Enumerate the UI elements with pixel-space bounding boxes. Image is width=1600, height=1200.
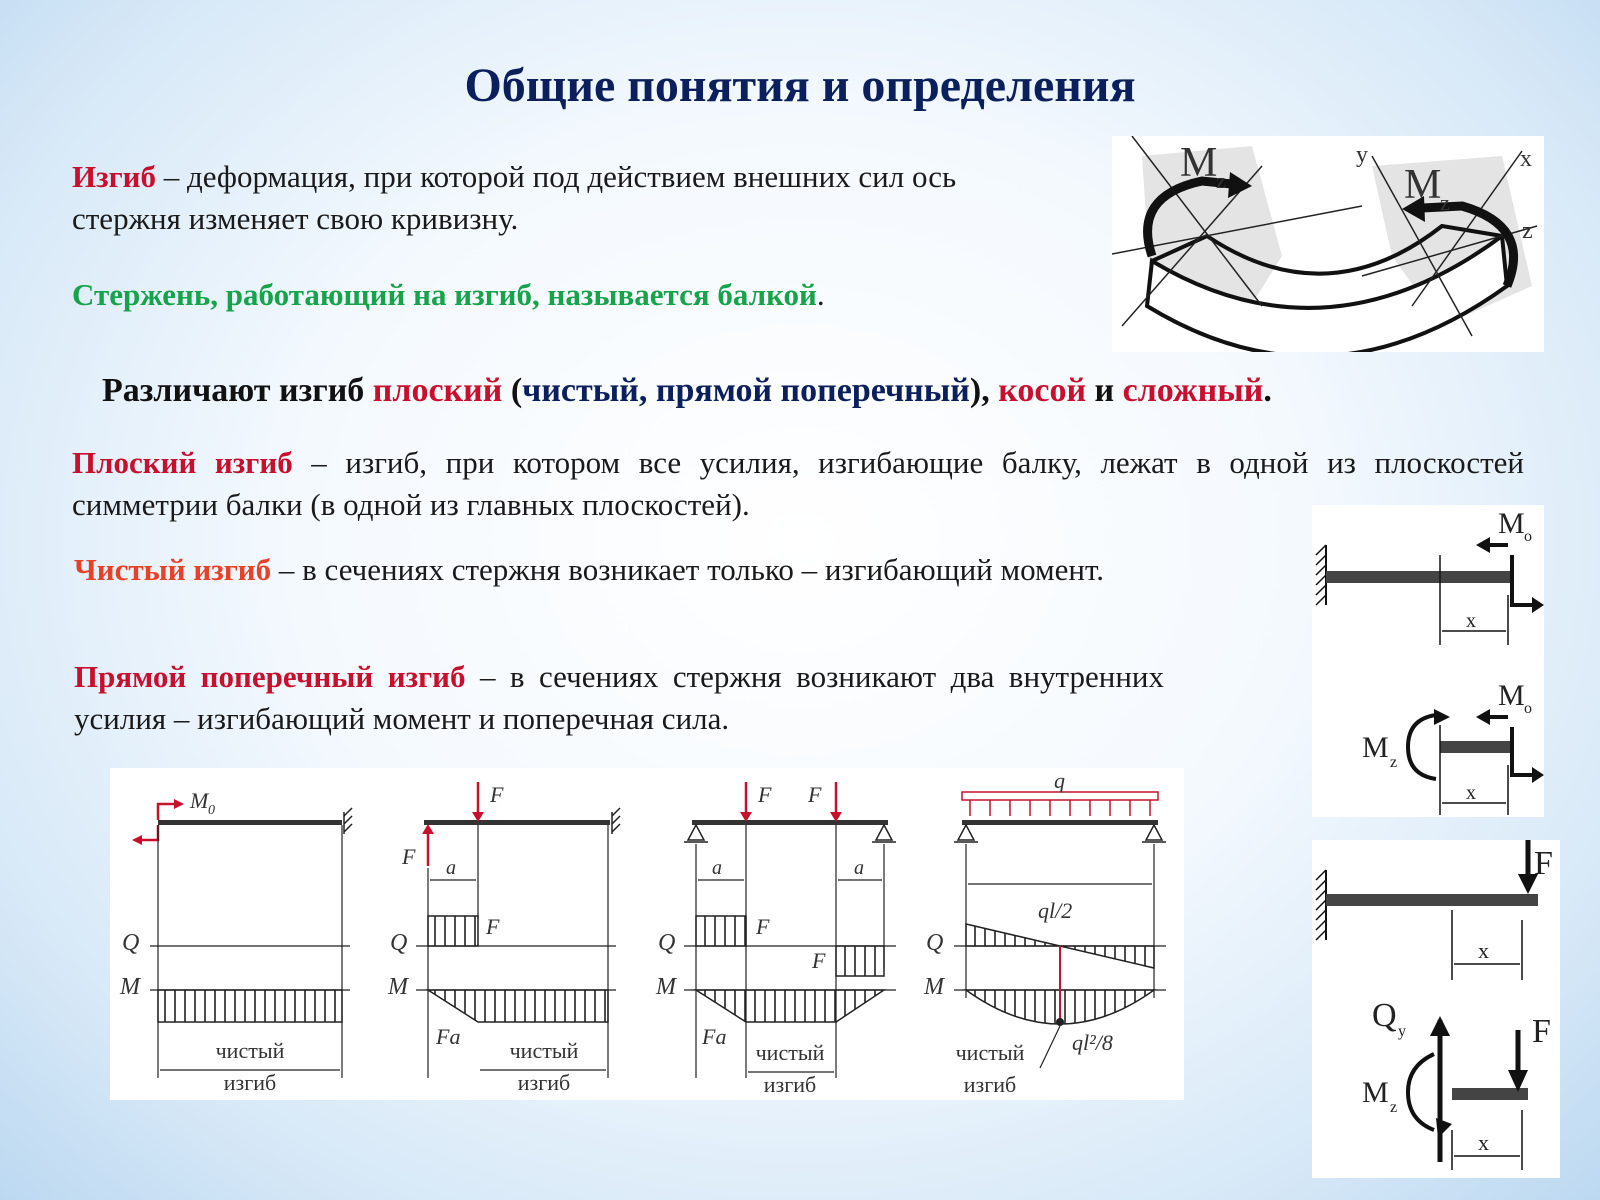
svg-text:чистый: чистый bbox=[955, 1040, 1025, 1065]
pure-bending-definition: Чистый изгиб – в сечениях стержня возникает только – изгибающий момент. bbox=[74, 552, 1104, 587]
flat-bending-term: Плоский изгиб bbox=[72, 445, 293, 480]
mz-label-left: M bbox=[1180, 140, 1218, 186]
qy-label: Q bbox=[1372, 997, 1397, 1034]
svg-text:изгиб: изгиб bbox=[963, 1072, 1017, 1097]
svg-text:M: M bbox=[656, 974, 676, 1000]
svg-text:q: q bbox=[1054, 768, 1065, 793]
mz-label-2: M bbox=[1362, 1076, 1389, 1109]
type-direct: прямой поперечный bbox=[655, 372, 970, 409]
svg-text:z: z bbox=[1390, 1099, 1398, 1116]
svg-text:M: M bbox=[120, 974, 140, 1000]
svg-text:z: z bbox=[1440, 190, 1450, 215]
svg-text:ql²/8: ql²/8 bbox=[1072, 1030, 1113, 1055]
bending-term: Изгиб bbox=[72, 159, 157, 194]
svg-text:M: M bbox=[924, 974, 944, 1000]
pure-bending-term: Чистый изгиб bbox=[74, 552, 272, 587]
svg-text:Q: Q bbox=[926, 930, 944, 956]
beam-definition bbox=[72, 274, 1072, 316]
diagram-cantilever-forces bbox=[387, 782, 620, 1095]
svg-text:Q: Q bbox=[658, 930, 676, 956]
svg-text:чистый: чистый bbox=[509, 1038, 579, 1063]
cantilever-force-panel bbox=[1312, 840, 1560, 1178]
bent-beam-drawing bbox=[1112, 136, 1544, 352]
mz-label-right: M bbox=[1404, 162, 1442, 208]
direct-bending-term: Прямой поперечный изгиб bbox=[74, 659, 466, 694]
svg-text:a: a bbox=[712, 857, 722, 879]
svg-text:F: F bbox=[402, 844, 416, 869]
svg-text:изгиб: изгиб bbox=[223, 1070, 277, 1095]
page-title: Общие понятия и определения bbox=[464, 59, 1136, 112]
f-label-2: F bbox=[1532, 1013, 1551, 1050]
cantilever-beam-2 bbox=[1326, 894, 1538, 906]
m0-label-2: M bbox=[1498, 679, 1525, 712]
bending-definition bbox=[72, 156, 1052, 240]
direct-bending-definition: Прямой поперечный изгиб – в сечениях стержня возникают два внутренних усилия – изгибающий момент и поперечная сила. bbox=[74, 659, 1164, 736]
mz-label: M bbox=[1362, 731, 1389, 764]
bending-text: – деформация, при которой под действием внешних сил ось стержня изменяет свою кривизну. bbox=[72, 159, 957, 236]
beam-definition-text: Стержень, работающий на изгиб, называется балкой bbox=[72, 277, 817, 312]
svg-text:F: F bbox=[758, 782, 772, 807]
svg-text:o: o bbox=[1524, 528, 1532, 545]
svg-text:F: F bbox=[808, 782, 822, 807]
svg-text:x: x bbox=[1466, 782, 1476, 804]
type-oblique: косой bbox=[998, 372, 1087, 409]
bent-beam-figure bbox=[1112, 136, 1544, 352]
svg-text:x: x bbox=[1478, 938, 1489, 963]
svg-text:x: x bbox=[1466, 610, 1476, 632]
svg-text:M: M bbox=[190, 788, 209, 813]
svg-text:Fa: Fa bbox=[436, 1024, 461, 1049]
svg-text:0: 0 bbox=[208, 803, 215, 818]
svg-text:чистый: чистый bbox=[215, 1038, 285, 1063]
f-label: F bbox=[1534, 845, 1553, 882]
type-flat: плоский bbox=[372, 372, 503, 409]
type-complex: сложный bbox=[1122, 372, 1264, 409]
svg-text:Q: Q bbox=[122, 930, 140, 956]
svg-text:F: F bbox=[812, 948, 826, 973]
svg-text:z: z bbox=[1390, 754, 1398, 771]
svg-text:F: F bbox=[486, 914, 500, 939]
axis-y-label: y bbox=[1356, 142, 1368, 168]
type-pure: чистый bbox=[522, 372, 639, 409]
svg-text:a: a bbox=[854, 857, 864, 879]
svg-text:a: a bbox=[446, 857, 456, 879]
svg-text:x: x bbox=[1478, 1130, 1489, 1155]
svg-text:z: z bbox=[1216, 168, 1226, 193]
svg-text:изгиб: изгиб bbox=[763, 1072, 817, 1097]
internal-moment-arrow bbox=[1408, 715, 1436, 779]
svg-text:M: M bbox=[388, 974, 408, 1000]
axis-z-label: z bbox=[1522, 218, 1533, 244]
svg-text:чистый: чистый bbox=[755, 1040, 825, 1065]
bending-diagrams bbox=[110, 768, 1184, 1100]
svg-text:y: y bbox=[1398, 1023, 1406, 1040]
svg-text:Fa: Fa bbox=[702, 1024, 727, 1049]
flat-bending-definition: Плоский изгиб – изгиб, при котором все усилия, изгибающие балку, лежат в одной из плоскостей симметрии балки (в одной из главных плоскостей). bbox=[72, 445, 1525, 522]
bending-types: Различают изгиб плоский (чистый, прямой поперечный), косой и сложный. bbox=[102, 372, 1272, 409]
svg-text:Q: Q bbox=[390, 930, 408, 956]
cantilever-beam bbox=[1326, 571, 1514, 583]
svg-text:F: F bbox=[756, 914, 770, 939]
svg-text:ql/2: ql/2 bbox=[1038, 898, 1073, 923]
diagram-distributed-load bbox=[923, 768, 1166, 1097]
svg-text:F: F bbox=[490, 782, 504, 807]
m0-label: M bbox=[1498, 507, 1525, 540]
diagram-pure-moment bbox=[119, 788, 352, 1095]
cantilever-moment-panel bbox=[1312, 505, 1544, 817]
svg-text:o: o bbox=[1524, 700, 1532, 717]
svg-text:изгиб: изгиб bbox=[517, 1070, 571, 1095]
diagram-simply-supported-two-forces bbox=[655, 782, 896, 1097]
beam-definition-period: . bbox=[816, 277, 825, 312]
axis-x-label: x bbox=[1520, 146, 1532, 172]
